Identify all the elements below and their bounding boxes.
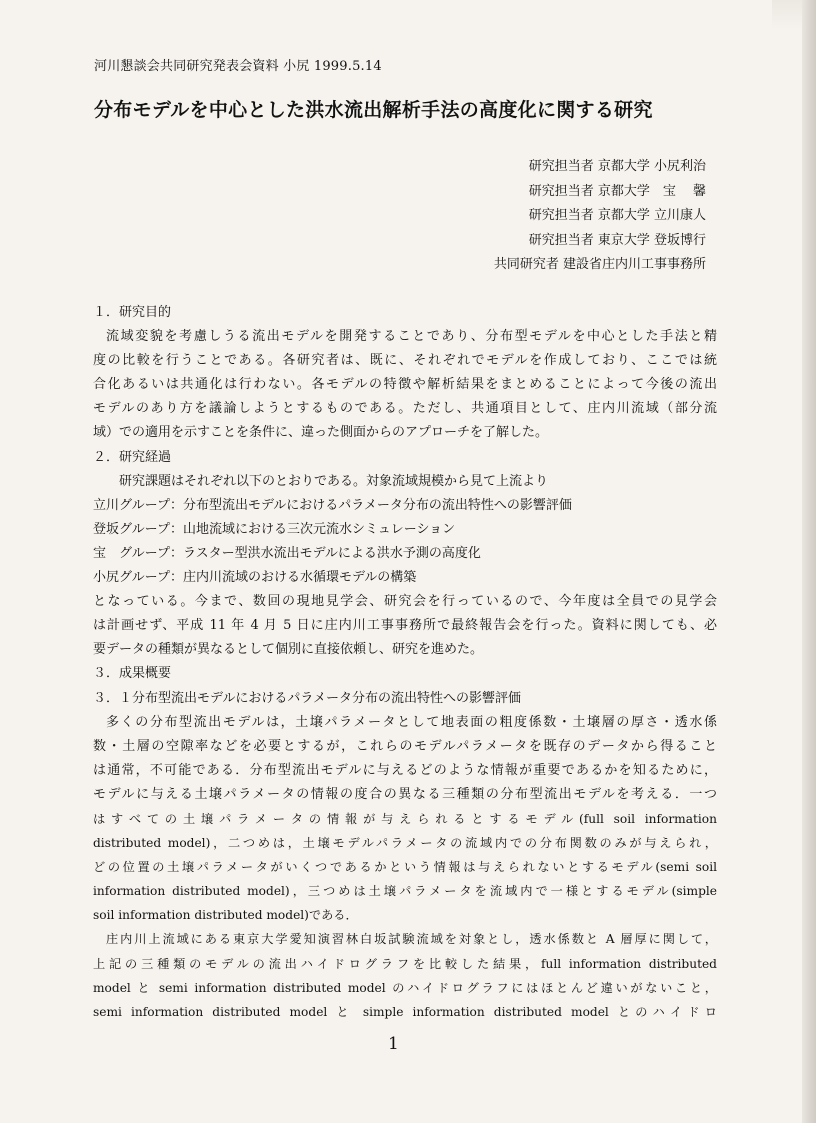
author-line: 研究担当者 東京大学 登坂博行 [528, 232, 706, 248]
paragraph-line: 度の比較を行うことである。各研究者は、既に、それぞれでモデルを作成しており、ここでは統 [93, 353, 717, 369]
section-heading-2: ２．研究経過 [93, 449, 172, 465]
paragraph-line: モデルに与える土壌パラメータの情報の度合の異なる三種類の分布型流出モデルを考える．一つ [93, 786, 717, 802]
paragraph-line: semi information distributed model と simple information distributed model とのハイドロ [93, 1004, 717, 1019]
author-line: 研究担当者 京都大学 立川康人 [528, 208, 706, 223]
paragraph-line: 研究課題はそれぞれ以下のとおりである。対象流域規模から見て上流より [119, 473, 549, 489]
group-item-takara: 宝 グループ：ラスター型洪水流出モデルによる洪水予測の高度化 [93, 545, 481, 561]
paragraph-line: は通常，不可能である．分布型流出モデルに与えるどのような情報が重要であるかを知るために， [93, 762, 717, 778]
author-line: 研究担当者 京都大学 宝 馨 [528, 183, 706, 199]
paragraph-line: となっている。今まで、数回の現地見学会、研究会を行っているので、今年度は全員での見学会 [93, 594, 717, 610]
page-edge-shadow [802, 0, 816, 1123]
paragraph-line: モデルのあり方を議論しようとするものである。ただし、共通項目として、庄内川流域（部分流 [93, 401, 717, 417]
page-number: 1 [388, 1034, 399, 1054]
page-edge-shadow-top [772, 0, 802, 30]
paragraph-line: 流域変貌を考慮しうる流出モデルを開発することであり、分布型モデルを中心とした手法と精 [106, 329, 717, 345]
paragraph-line: 上記の三種類のモデルの流出ハイドログラフを比較した結果，full information distributed [93, 956, 717, 971]
group-item-kojiri: 小尻グループ：庄内川流域のおける水循環モデルの構築 [93, 570, 417, 586]
section-heading-3: ３．成果概要 [93, 666, 172, 682]
paragraph-line: 合化あるいは共通化は行わない。各モデルの特徴や解析結果をまとめることによって今後の流出 [93, 377, 717, 393]
paragraph-line: model と semi information distributed model のハイドログラフにはほとんど違いがないこと， [93, 980, 717, 995]
section-heading-1: １．研究目的 [93, 305, 172, 320]
author-line: 研究担当者 京都大学 小尻利治 [528, 159, 706, 174]
group-item-tachikawa: 立川グループ：分布型流出モデルにおけるパラメータ分布の流出特性への影響評価 [93, 497, 572, 513]
document-title: 分布モデルを中心とした洪水流出解析手法の高度化に関する研究 [94, 99, 653, 121]
paragraph-line: はすべての土壌パラメータの情報が与えられるとするモデル(full soil information [93, 811, 717, 826]
paragraph-line: 数・土層の空隙率などを必要とするが，これらのモデルパラメータを既存のデータから得ること [93, 738, 717, 754]
paragraph-line: は計画せず、平成 11 年 4 月 5 日に庄内川工事事務所で最終報告会を行った。資料に関しても、必 [93, 618, 717, 634]
paragraph-line: distributed model)，二つめは，土壌モデルパラメータの流域内での分布関数のみが与えられ， [93, 836, 717, 851]
paragraph-line: 庄内川上流域にある東京大学愛知演習林白坂試験流域を対象とし，透水係数と A 層厚に関して， [106, 932, 717, 947]
paragraph-line: どの位置の土壌パラメータがいくつであるかという情報は与えられないとするモデル(semi soil [93, 860, 717, 875]
group-item-tosaka: 登坂グループ：山地流域における三次元流水シミュレーション [93, 521, 456, 537]
subsection-heading-3-1: ３．１分布型流出モデルにおけるパラメータ分布の流出特性への影響評価 [93, 690, 521, 706]
author-line: 共同研究者 建設省庄内川工事事務所 [493, 257, 706, 272]
document-header: 河川懇談会共同研究発表会資料 小尻 1999.5.14 [94, 59, 382, 74]
document-body [93, 301, 717, 1024]
author-list [494, 155, 706, 278]
paragraph-line: 域）での適用を示すことを条件に、違った側面からのアプローチを了解した。 [93, 425, 549, 441]
paragraph-line: soil information distributed model)である． [93, 908, 358, 923]
paragraph-line: information distributed model)，三つめは土壌パラメータを流域内で一様とするモデル(simple [93, 884, 717, 899]
paragraph-line: 多くの分布型流出モデルは，土壌パラメータとして地表面の粗度係数・土壌層の厚さ・透水係 [106, 714, 717, 730]
paragraph-line: 要データの種類が異なるとして個別に直接依頼し、研究を進めた。 [93, 642, 484, 658]
